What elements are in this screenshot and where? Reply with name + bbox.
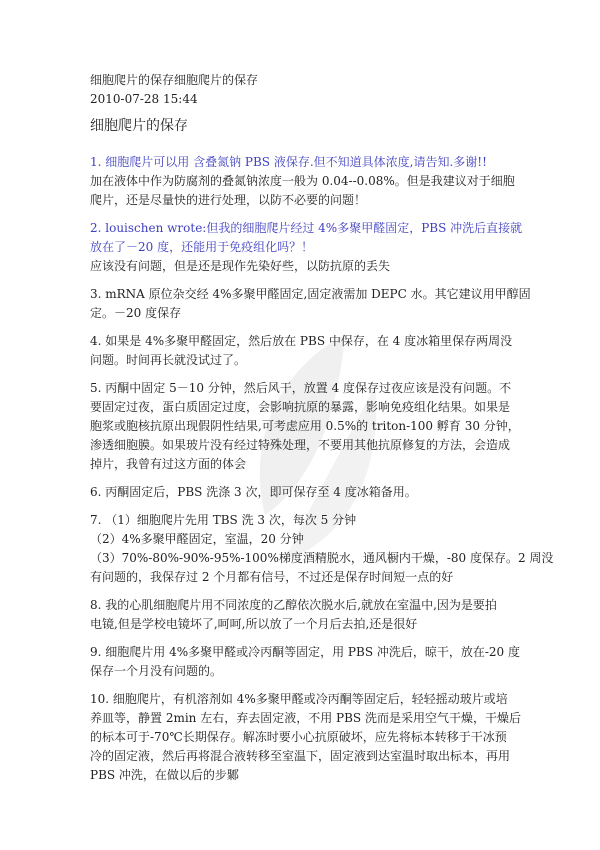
page-title: 细胞爬片的保存	[90, 118, 188, 134]
paragraph-7-line-4: 有问题的，我保存过 2 个月都有信号，不过还是保存时间短一点的好	[90, 570, 454, 584]
paragraph-10-line-3: 的标本可于-70℃长期保存。解冻时要小心抗原破坏，应先将标本转移于干冰预	[90, 730, 507, 744]
paragraph-8-line-2: 电镜,但是学校电镜坏了,呵呵,所以放了一个月后去拍,还是很好	[90, 617, 418, 631]
paragraph-3-line-2: 定。－20 度保存	[90, 306, 182, 320]
paragraph-5-line-2: 要固定过夜，蛋白质固定过度，会影响抗原的暴露，影响免疫组化结果。如果是	[90, 400, 511, 414]
paragraph-5-line-5: 掉片，我曾有过这方面的体会	[90, 457, 247, 471]
paragraph-9-line-1: 9. 细胞爬片用 4%多聚甲醛或冷丙酮等固定，用 PBS 冲洗后，晾干，放在-20 度	[90, 645, 520, 659]
paragraph-2-answer: 应该没有问题，但是还是现作先染好些，以防抗原的丢失	[90, 259, 391, 273]
paragraph-5-line-4: 渗透细胞膜。如果玻片没有经过特殊处理，不要用其他抗原修复的方法，会造成	[90, 438, 511, 452]
paragraph-6-line-1: 6. 丙酮固定后，PBS 洗涤 3 次，即可保存至 4 度冰箱备用。	[90, 485, 417, 499]
paragraph-1-question: 1. 细胞爬片可以用 含叠氮钠 PBS 液保存.但不知道具体浓度,请告知.多谢!!	[90, 155, 487, 169]
paragraph-9-line-2: 保存一个月没有问题的。	[90, 664, 223, 678]
paragraph-5-line-3: 胞浆或胞核抗原出现假阴性结果,可考虑应用 0.5%的 triton-100 孵育 30 分钟，	[90, 419, 520, 433]
paragraph-10-line-2: 养皿等，静置 2min 左右，弃去固定液，不用 PBS 洗而是采用空气干燥，干燥后	[90, 711, 521, 725]
document-timestamp: 2010-07-28 15:44	[90, 92, 198, 106]
paragraph-4-line-1: 4. 如果是 4%多聚甲醛固定，然后放在 PBS 中保存，在 4 度冰箱里保存两周没	[90, 334, 513, 348]
paragraph-10-line-1: 10. 细胞爬片，有机溶剂如 4%多聚甲醛或冷丙酮等固定后，轻轻摇动玻片或培	[90, 692, 508, 706]
paragraph-5-line-1: 5. 丙酮中固定 5－10 分钟，然后风干，放置 4 度保存过夜应该是没有问题。不	[90, 381, 512, 395]
paragraph-7-line-1: 7. （1）细胞爬片先用 TBS 洗 3 次，每次 5 分钟	[90, 513, 357, 527]
paragraph-2-question: 2. louischen wrote:但我的细胞爬片经过 4%多聚甲醛固定，PBS 冲洗后直接就	[90, 221, 523, 235]
paragraph-8-line-1: 8. 我的心肌细胞爬片用不同浓度的乙醇依次脱水后,就放在室温中,因为是要拍	[90, 598, 497, 612]
paragraph-10-line-4: 冷的固定液，然后再将混合液转移至室温下，固定液到达室温时取出标本，再用	[90, 749, 511, 763]
paragraph-7-line-3: （3）70%-80%-90%-95%-100%梯度酒精脱水，通风橱内干燥，-80 度保存。2 周没	[90, 551, 554, 565]
paragraph-3-line-1: 3. mRNA 原位杂交经 4%多聚甲醛固定,固定液需加 DEPC 水。其它建议用甲醇固	[90, 287, 531, 301]
paragraph-10-line-5: PBS 冲洗，在做以后的步鄹	[90, 768, 239, 782]
paragraph-4-line-2: 问题。时间再长就没试过了。	[90, 353, 247, 367]
paragraph-2-question-line-2: 放在了－20 度，还能用于免疫组化吗？！	[90, 240, 314, 254]
paragraph-1-line-3: 爬片，还是尽量快的进行处理，以防不必要的问题！	[90, 193, 367, 207]
document-header-title: 细胞爬片的保存细胞爬片的保存	[90, 73, 259, 87]
paragraph-1-line-2: 加在液体中作为防腐剂的叠氮钠浓度一般为 0.04--0.08%。但是我建议对于细胞	[90, 174, 515, 188]
paragraph-7-line-2: （2）4%多聚甲醛固定，室温，20 分钟	[90, 532, 304, 546]
